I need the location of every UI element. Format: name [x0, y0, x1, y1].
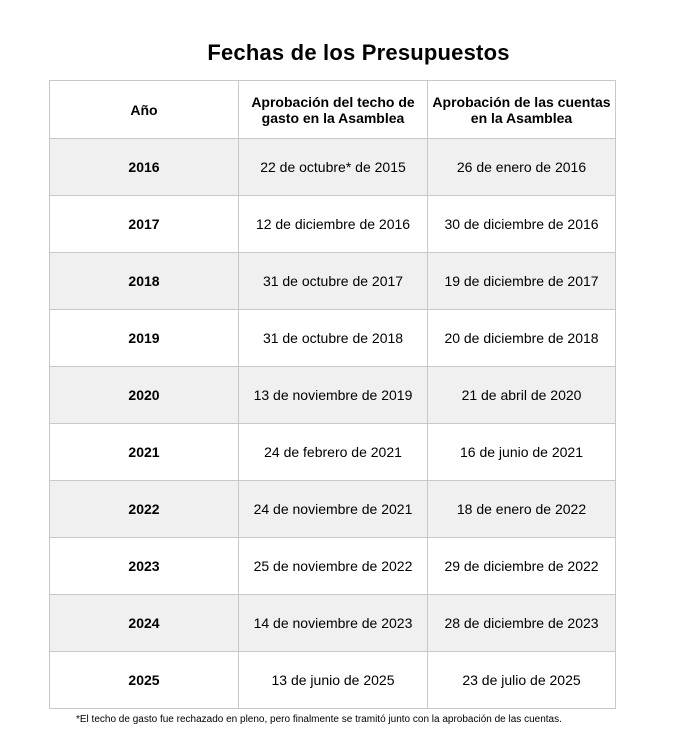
ceiling-date-cell: 22 de octubre* de 2015 [239, 139, 428, 196]
table-row [50, 196, 616, 253]
table-row [50, 481, 616, 538]
table-row [50, 139, 616, 196]
ceiling-date-cell: 13 de noviembre de 2019 [239, 367, 428, 424]
ceiling-date-cell: 31 de octubre de 2018 [239, 310, 428, 367]
year-cell: 2024 [50, 595, 239, 652]
ceiling-date-cell: 25 de noviembre de 2022 [239, 538, 428, 595]
accounts-date-cell: 29 de diciembre de 2022 [428, 538, 616, 595]
accounts-date-cell: 18 de enero de 2022 [428, 481, 616, 538]
year-cell: 2017 [50, 196, 239, 253]
table-row [50, 538, 616, 595]
budget-dates-table [49, 80, 616, 709]
accounts-date-cell: 21 de abril de 2020 [428, 367, 616, 424]
year-cell: 2018 [50, 253, 239, 310]
year-cell: 2021 [50, 424, 239, 481]
year-cell: 2022 [50, 481, 239, 538]
header-spending-ceiling-approval: Aprobación del techo de gasto en la Asamblea [239, 81, 428, 139]
accounts-date-cell: 19 de diciembre de 2017 [428, 253, 616, 310]
table-row [50, 424, 616, 481]
table-header-row [50, 81, 616, 139]
header-year: Año [50, 81, 239, 139]
accounts-date-cell: 16 de junio de 2021 [428, 424, 616, 481]
accounts-date-cell: 26 de enero de 2016 [428, 139, 616, 196]
accounts-date-cell: 20 de diciembre de 2018 [428, 310, 616, 367]
table-row [50, 652, 616, 709]
year-cell: 2016 [50, 139, 239, 196]
table-row [50, 253, 616, 310]
table-row [50, 595, 616, 652]
accounts-date-cell: 28 de diciembre de 2023 [428, 595, 616, 652]
table-row [50, 367, 616, 424]
ceiling-date-cell: 24 de febrero de 2021 [239, 424, 428, 481]
header-accounts-approval: Aprobación de las cuentas en la Asamblea [428, 81, 616, 139]
ceiling-date-cell: 12 de diciembre de 2016 [239, 196, 428, 253]
ceiling-date-cell: 31 de octubre de 2017 [239, 253, 428, 310]
ceiling-date-cell: 13 de junio de 2025 [239, 652, 428, 709]
footnote: *El techo de gasto fue rechazado en pleno, pero finalmente se tramitó junto con la aprobación de las cuentas. [76, 714, 562, 725]
year-cell: 2019 [50, 310, 239, 367]
ceiling-date-cell: 24 de noviembre de 2021 [239, 481, 428, 538]
ceiling-date-cell: 14 de noviembre de 2023 [239, 595, 428, 652]
year-cell: 2020 [50, 367, 239, 424]
accounts-date-cell: 23 de julio de 2025 [428, 652, 616, 709]
page-title: Fechas de los Presupuestos [207, 40, 510, 65]
year-cell: 2023 [50, 538, 239, 595]
accounts-date-cell: 30 de diciembre de 2016 [428, 196, 616, 253]
year-cell: 2025 [50, 652, 239, 709]
table-row [50, 310, 616, 367]
